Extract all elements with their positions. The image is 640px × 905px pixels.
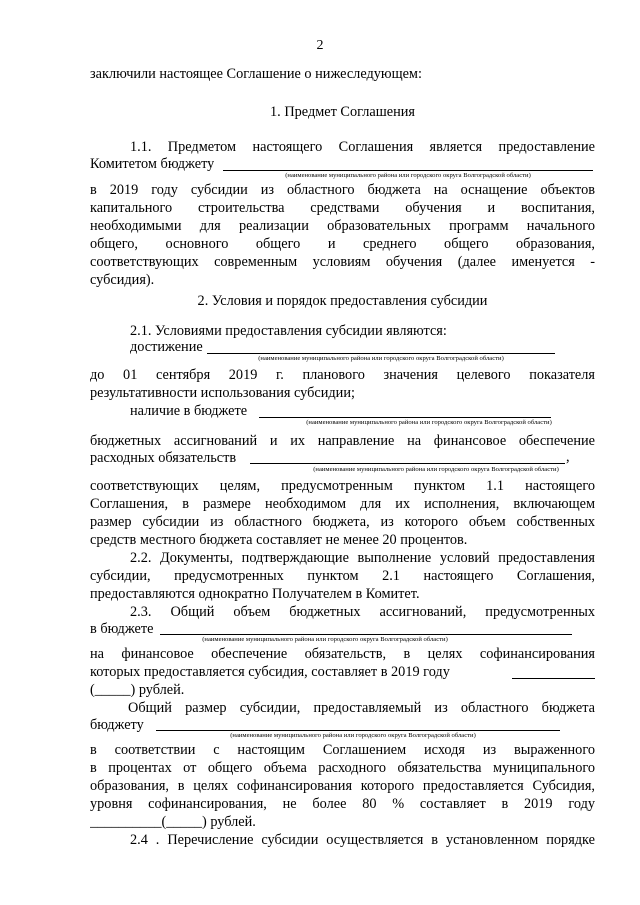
- blank-caption: (наименование муниципального района или городского округа Волгоградской области): [313, 466, 559, 473]
- budget-label: в бюджете: [90, 621, 154, 637]
- presence-label: наличие в бюджете: [130, 403, 248, 419]
- paragraph-line: до 01 сентября 2019 г. планового значения целевого показателя: [90, 367, 595, 383]
- paragraph-line: результативности использования субсидии;: [90, 385, 355, 401]
- paragraph-line: (_____) рублей.: [90, 682, 185, 698]
- expenses-label: расходных обязательств: [90, 450, 237, 466]
- fill-in-blank: [512, 678, 595, 679]
- paragraph-line: соответствующих современным условиям обучения (далее именуется -: [90, 254, 595, 270]
- fill-in-blank: [156, 730, 560, 731]
- paragraph-line: бюджетных ассигнований и их направление на финансовое обеспечение: [90, 433, 595, 449]
- section-2-heading: 2. Условия и порядок предоставления субсидии: [197, 293, 488, 309]
- paragraph-line: субсидии, предусмотренных пунктом 2.1 настоящего Соглашения,: [90, 568, 595, 584]
- paragraph-2-2-line: 2.2. Документы, подтверждающие выполнение условий предоставления: [130, 550, 595, 566]
- paragraph-line: на финансовое обеспечение обязательств, в целях софинансирования: [90, 646, 595, 662]
- page-number: 2: [316, 38, 324, 53]
- fill-in-blank: [207, 353, 555, 354]
- paragraph-line: которых предоставляется субсидия, составляет в 2019 году: [90, 664, 450, 680]
- paragraph-line: соответствующих целям, предусмотренным пунктом 1.1 настоящего: [90, 478, 595, 494]
- paragraph-line: в соответствии с настоящим Соглашением исходя из выраженного: [90, 742, 595, 758]
- budget-label: бюджету: [90, 717, 144, 733]
- blank-caption: (наименование муниципального района или городского округа Волгоградской области): [258, 355, 504, 362]
- fill-in-blank: [223, 170, 593, 171]
- paragraph-line: размер субсидии из областного бюджета, из которого объем собственных: [90, 514, 595, 530]
- paragraph-line: в процентах от общего объема расходного обязательства муниципального: [90, 760, 595, 776]
- blank-caption: (наименование муниципального района или городского округа Волгоградской области): [285, 172, 531, 179]
- blank-caption: (наименование муниципального района или городского округа Волгоградской области): [230, 732, 476, 739]
- paragraph-2-1-line: 2.1. Условиями предоставления субсидии являются:: [130, 323, 447, 339]
- comma: ,: [566, 449, 570, 465]
- paragraph-1-1-line: 1.1. Предметом настоящего Соглашения является предоставление: [130, 139, 595, 155]
- paragraph-line: Соглашения, в размере необходимом для их исполнения, включающем: [90, 496, 595, 512]
- paragraph-line: предоставляются однократно Получателем в Комитет.: [90, 586, 420, 602]
- paragraph-line: необходимыми для реализации образовательных программ начального: [90, 218, 595, 234]
- fill-in-blank: [160, 634, 572, 635]
- paragraph-2-3-line: 2.3. Общий объем бюджетных ассигнований, предусмотренных: [130, 604, 595, 620]
- paragraph-1-1-line: Комитетом бюджету: [90, 156, 215, 172]
- section-1-heading: 1. Предмет Соглашения: [270, 104, 415, 120]
- paragraph-line: субсидия).: [90, 272, 155, 288]
- achievement-label: достижение: [130, 339, 203, 355]
- paragraph-line: в 2019 году субсидии из областного бюджета на оснащение объектов: [90, 182, 595, 198]
- paragraph-2-4-line: 2.4 . Перечисление субсидии осуществляется в установленном порядке: [130, 832, 595, 848]
- paragraph-line: средств местного бюджета составляет не менее 20 процентов.: [90, 532, 468, 548]
- fill-in-blank: [250, 463, 565, 464]
- paragraph-line: общего, основного общего и среднего общего образования,: [90, 236, 595, 252]
- paragraph-total-line: Общий размер субсидии, предоставляемый из областного бюджета: [128, 700, 595, 716]
- paragraph-line: образования, в целях софинансирования которого предоставляется Субсидия,: [90, 778, 595, 794]
- paragraph-line: капитального строительства средствами обучения и воспитания,: [90, 200, 595, 216]
- intro-line: заключили настоящее Соглашение о нижеследующем:: [90, 66, 422, 82]
- paragraph-line: уровня софинансирования, не более 80 % составляет в 2019 году: [90, 796, 595, 812]
- blank-caption: (наименование муниципального района или городского округа Волгоградской области): [202, 636, 448, 643]
- paragraph-line: __________(_____) рублей.: [90, 814, 256, 830]
- blank-caption: (наименование муниципального района или городского округа Волгоградской области): [306, 419, 552, 426]
- fill-in-blank: [259, 417, 551, 418]
